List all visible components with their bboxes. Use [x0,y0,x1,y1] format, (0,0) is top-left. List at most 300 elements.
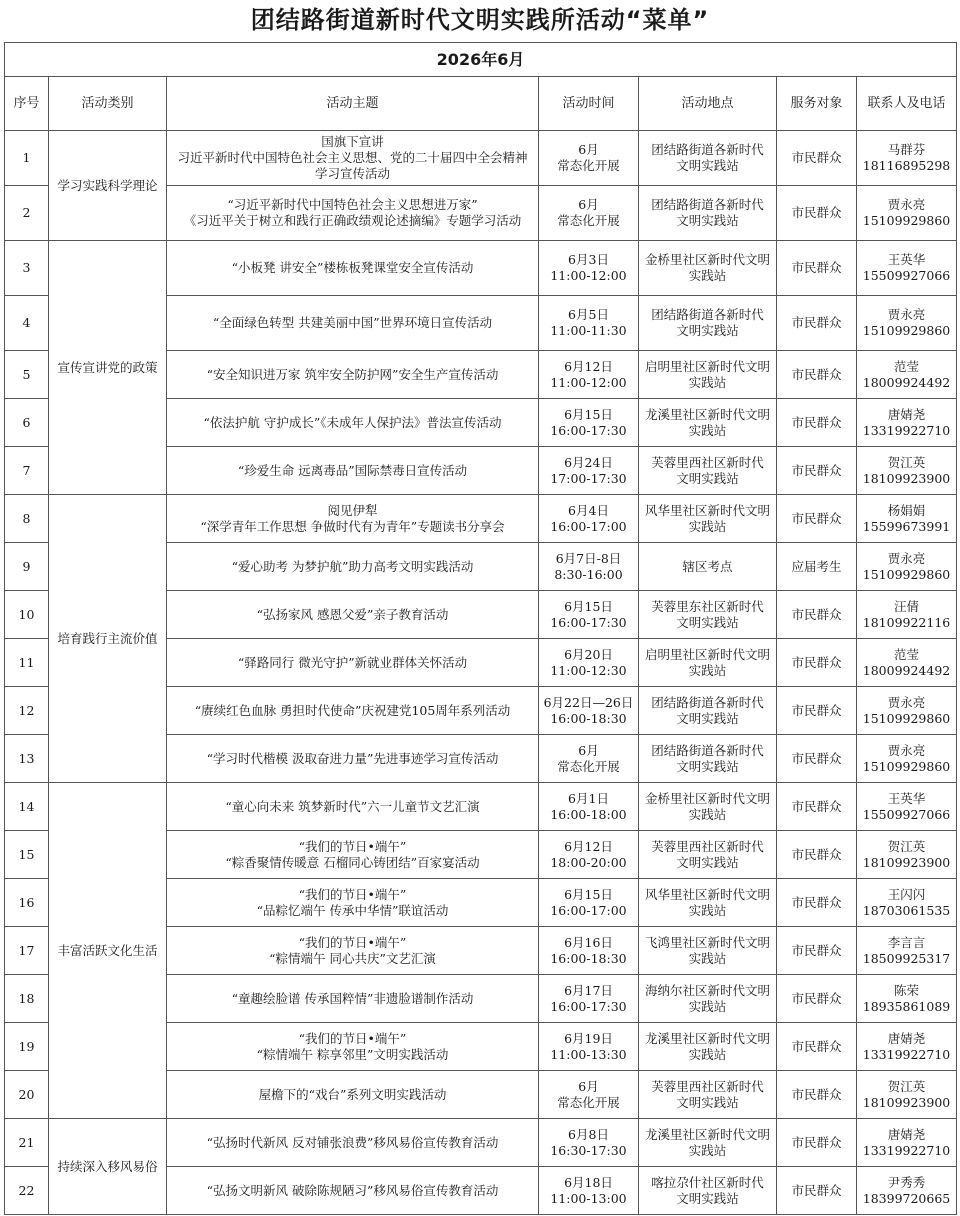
target-cell: 市民群众 [777,447,857,495]
place-cell [639,687,777,735]
target-cell: 市民群众 [777,241,857,296]
time-cell [539,879,639,927]
row-number: 13 [5,735,49,783]
header-time: 活动时间 [539,77,639,131]
table-row [5,1119,957,1167]
cell-line: 贾永亮 [887,550,926,566]
cell-line: “弘扬文明新风 破除陈规陋习”移风易俗宣传教育活动 [206,1182,499,1198]
target-cell: 市民群众 [777,1167,857,1215]
cell-line: 范莹 [894,358,920,374]
cell-line: 贺江英 [887,454,926,470]
cell-line: 16:00-17:30 [550,998,627,1014]
cell-line: 文明实践站 [676,614,739,630]
cell-line: 6月 [578,1078,599,1094]
target-cell: 市民群众 [777,831,857,879]
row-number: 20 [5,1071,49,1119]
cell-line: 6月15日 [564,406,613,422]
contact-cell [857,975,957,1023]
row-number: 15 [5,831,49,879]
cell-line: 6月7日-8日 [555,550,622,566]
contact-cell [857,927,957,975]
cell-line: 喀拉尕什社区新时代 [651,1174,764,1190]
cell-line: 文明实践站 [676,854,739,870]
cell-line: 6月3日 [568,252,609,267]
theme-cell [167,351,539,399]
time-cell [539,543,639,591]
cell-line: “品粽忆端午 传承中华情”联谊活动 [256,902,449,918]
cell-line: 16:00-18:30 [550,710,627,726]
cell-line: 15109929860 [862,323,951,338]
place-cell [639,1023,777,1071]
contact-cell [857,447,957,495]
contact-cell [857,687,957,735]
contact-cell [857,186,957,241]
cell-line: 6月17日 [564,982,613,998]
cell-line: “粽情端午 粽享邻里”文明实践活动 [256,1046,449,1062]
place-cell [639,1119,777,1167]
cell-line: 芙蓉里东社区新时代 [651,598,764,614]
cell-line: 实践站 [688,518,727,534]
cell-line: 13319922710 [862,1046,951,1062]
cell-line: “我们的节日•端午” [298,886,407,902]
header-theme: 活动主题 [167,77,539,131]
row-number: 10 [5,591,49,639]
contact-cell [857,879,957,927]
header-contact: 联系人及电话 [857,77,957,131]
contact-cell [857,241,957,296]
row-number: 22 [5,1167,49,1215]
cell-line: 实践站 [688,950,727,966]
contact-cell [857,831,957,879]
target-cell: 市民群众 [777,975,857,1023]
cell-line: 6月12日 [564,838,613,854]
place-cell [639,831,777,879]
place-cell [639,447,777,495]
row-number: 11 [5,639,49,687]
theme-cell [167,241,539,296]
cell-line: “粽情端午 同心共庆”文艺汇演 [269,950,436,966]
place-cell [639,241,777,296]
place-cell [639,296,777,351]
category-cell: 丰富活跃文化生活 [49,783,167,1119]
cell-line: 18116895298 [862,158,951,173]
cell-line: 团结路街道各新时代 [651,142,764,157]
cell-line: 陈荣 [894,982,920,998]
cell-line: 文明实践站 [676,710,739,726]
cell-line: 15109929860 [862,758,951,774]
time-cell [539,447,639,495]
cell-line: 6月4日 [568,502,609,518]
cell-line: 芙蓉里西社区新时代 [651,454,764,470]
cell-line: “我们的节日•端午” [298,1030,407,1046]
time-cell [539,927,639,975]
table-row [5,495,957,543]
target-cell: 应届考生 [777,543,857,591]
cell-line: 文明实践站 [676,470,739,486]
cell-line: 国旗下宣讲 [321,134,384,149]
cell-line: 文明实践站 [676,758,739,774]
cell-line: 15109929860 [862,213,951,228]
row-number: 8 [5,495,49,543]
row-number: 1 [5,131,49,186]
cell-line: 18509925317 [862,950,951,966]
cell-line: 实践站 [688,902,727,918]
target-cell: 市民群众 [777,783,857,831]
cell-line: 马群芬 [887,142,926,157]
target-cell: 市民群众 [777,1023,857,1071]
theme-cell [167,1023,539,1071]
cell-line: 芙蓉里西社区新时代 [651,838,764,854]
row-number: 6 [5,399,49,447]
cell-line: 龙溪里社区新时代文明 [644,406,770,422]
cell-line: 18703061535 [862,902,951,918]
cell-line: 16:00-18:00 [550,806,627,822]
target-cell: 市民群众 [777,591,857,639]
time-cell [539,1119,639,1167]
cell-line: 启明里社区新时代文明 [644,358,770,374]
place-cell [639,399,777,447]
row-number: 3 [5,241,49,296]
cell-line: “童趣绘脸谱 传承国粹情”非遗脸谱制作活动 [231,990,474,1006]
theme-cell [167,1119,539,1167]
cell-line: 6月12日 [564,358,613,374]
cell-line: 18109923900 [862,470,951,486]
cell-line: 18109922116 [862,614,951,630]
cell-line: 16:30-17:30 [550,1142,627,1158]
place-cell [639,735,777,783]
contact-cell [857,1023,957,1071]
time-cell [539,1071,639,1119]
place-cell [639,591,777,639]
cell-line: “弘扬时代新风 反对铺张浪费”移风易俗宣传教育活动 [206,1134,499,1150]
cell-line: 6月20日 [564,646,613,662]
cell-line: 王英华 [887,252,926,267]
cell-line: 16:00-17:00 [550,518,627,534]
cell-line: 贾永亮 [887,197,926,212]
cell-line: 王闪闪 [887,886,926,902]
cell-line: “依法护航 守护成长”《未成年人保护法》普法宣传活动 [203,414,502,430]
category-cell: 培育践行主流价值 [49,495,167,783]
cell-line: 常态化开展 [557,158,620,173]
theme-cell [167,735,539,783]
cell-line: 贺江英 [887,1078,926,1094]
cell-line: 11:00-13:30 [550,1046,627,1062]
time-cell [539,687,639,735]
cell-line: 18109923900 [862,1094,951,1110]
place-cell [639,495,777,543]
header-place: 活动地点 [639,77,777,131]
contact-cell [857,399,957,447]
cell-line: “深学青年工作思想 争做时代有为青年”专题读书分享会 [200,518,505,534]
theme-cell [167,186,539,241]
cell-line: 屋檐下的“戏台”系列文明实践活动 [258,1086,447,1102]
cell-line: 贾永亮 [887,307,926,322]
place-cell [639,927,777,975]
cell-line: 学习宣传活动 [314,166,390,181]
cell-line: 海纳尔社区新时代文明 [644,982,770,998]
target-cell: 市民群众 [777,186,857,241]
contact-cell [857,783,957,831]
cell-line: “我们的节日•端午” [298,838,407,854]
cell-line: 常态化开展 [557,1094,620,1110]
time-cell [539,399,639,447]
cell-line: 18109923900 [862,854,951,870]
cell-line: 15109929860 [862,566,951,582]
row-number: 16 [5,879,49,927]
cell-line: 16:00-17:30 [550,614,627,630]
cell-line: 18935861089 [862,998,951,1014]
cell-line: 唐婧尧 [887,1030,926,1046]
target-cell: 市民群众 [777,131,857,186]
cell-line: 11:00-13:00 [550,1190,627,1206]
cell-line: 18:00-20:00 [550,854,627,870]
cell-line: “弘扬家风 感恩父爱”亲子教育活动 [256,606,449,622]
cell-line: 实践站 [688,1046,727,1062]
cell-line: 6月24日 [564,454,613,470]
cell-line: 15509927066 [862,268,951,283]
contact-cell [857,591,957,639]
header-no: 序号 [5,77,49,131]
cell-line: “安全知识进万家 筑牢安全防护网”安全生产宣传活动 [206,366,499,382]
cell-line: 11:00-12:30 [550,662,627,678]
time-cell [539,735,639,783]
cell-line: “学习时代楷模 汲取奋进力量”先进事迹学习宣传活动 [206,750,499,766]
table-row [5,783,957,831]
cell-line: 实践站 [688,268,727,283]
table-row [5,241,957,296]
target-cell: 市民群众 [777,687,857,735]
time-cell [539,783,639,831]
theme-cell [167,687,539,735]
category-cell: 学习实践科学理论 [49,131,167,241]
place-cell [639,1071,777,1119]
cell-line: 贾永亮 [887,742,926,758]
cell-line: 飞鸿里社区新时代文明 [644,934,770,950]
target-cell: 市民群众 [777,639,857,687]
cell-line: 16:00-17:00 [550,902,627,918]
month-label: 2026年6月 [5,43,957,77]
cell-line: “爱心助考 为梦护航”助力高考文明实践活动 [231,558,474,574]
time-cell [539,241,639,296]
target-cell: 市民群众 [777,399,857,447]
time-cell [539,351,639,399]
contact-cell [857,735,957,783]
cell-line: 贺江英 [887,838,926,854]
cell-line: 芙蓉里西社区新时代 [651,1078,764,1094]
cell-line: “赓续红色血脉 勇担时代使命”庆祝建党105周年系列活动 [194,702,511,718]
cell-line: 《习近平关于树立和践行正确政绩观论述摘编》专题学习活动 [183,213,522,228]
cell-line: 团结路街道各新时代 [651,694,764,710]
cell-line: 常态化开展 [557,758,620,774]
cell-line: 17:00-17:30 [550,470,627,486]
place-cell [639,783,777,831]
time-cell [539,975,639,1023]
cell-line: 金桥里社区新时代文明 [644,790,770,806]
theme-cell [167,447,539,495]
cell-line: 阅见伊犁 [327,502,378,518]
cell-line: 16:00-18:30 [550,950,627,966]
cell-line: 金桥里社区新时代文明 [644,252,770,267]
cell-line: 11:00-12:00 [550,374,627,390]
cell-line: 王英华 [887,790,926,806]
time-cell [539,1023,639,1071]
theme-cell [167,591,539,639]
time-cell [539,186,639,241]
contact-cell [857,639,957,687]
cell-line: 常态化开展 [557,213,620,228]
cell-line: 6月 [578,142,599,157]
cell-line: 6月15日 [564,598,613,614]
cell-line: 文明实践站 [676,1190,739,1206]
theme-cell [167,296,539,351]
theme-cell [167,927,539,975]
contact-cell [857,131,957,186]
place-cell [639,975,777,1023]
header-category: 活动类别 [49,77,167,131]
cell-line: 尹秀秀 [887,1174,926,1190]
time-cell [539,831,639,879]
theme-cell [167,879,539,927]
cell-line: 18399720665 [862,1190,951,1206]
row-number: 7 [5,447,49,495]
category-cell: 宣传宣讲党的政策 [49,241,167,495]
cell-line: “珍爱生命 远离毒品”国际禁毒日宣传活动 [237,462,468,478]
cell-line: 6月19日 [564,1030,613,1046]
row-number: 19 [5,1023,49,1071]
cell-line: 实践站 [688,374,727,390]
cell-line: 龙溪里社区新时代文明 [644,1126,770,1142]
cell-line: 实践站 [688,662,727,678]
theme-cell [167,831,539,879]
cell-line: “驿路同行 微光守护”新就业群体关怀活动 [237,654,468,670]
theme-cell [167,1071,539,1119]
place-cell [639,639,777,687]
cell-line: 实践站 [688,806,727,822]
cell-line: 团结路街道各新时代 [651,307,764,322]
contact-cell [857,1167,957,1215]
cell-line: “全面绿色转型 共建美丽中国”世界环境日宣传活动 [212,315,493,330]
time-cell [539,296,639,351]
cell-line: 汪倩 [894,598,920,614]
cell-line: 16:00-17:30 [550,422,627,438]
cell-line: 6月22日—26日 [543,694,634,710]
theme-cell [167,975,539,1023]
cell-line: 11:00-12:00 [550,268,627,283]
cell-line: 13319922710 [862,422,951,438]
cell-line: 18009924492 [862,662,951,678]
cell-line: 6月5日 [568,307,609,322]
row-number: 4 [5,296,49,351]
cell-line: “小板凳 讲安全”楼栋板凳课堂安全宣传活动 [231,260,474,275]
theme-cell [167,495,539,543]
header-target: 服务对象 [777,77,857,131]
contact-cell [857,1119,957,1167]
cell-line: 李言言 [887,934,926,950]
time-cell [539,495,639,543]
cell-line: 6月16日 [564,934,613,950]
contact-cell [857,543,957,591]
row-number: 12 [5,687,49,735]
target-cell: 市民群众 [777,495,857,543]
row-number: 9 [5,543,49,591]
theme-cell [167,131,539,186]
theme-cell [167,543,539,591]
time-cell [539,1167,639,1215]
cell-line: 6月18日 [564,1174,613,1190]
cell-line: 杨娟娟 [887,502,926,518]
cell-line: 11:00-11:30 [550,323,627,338]
row-number: 5 [5,351,49,399]
activity-table [4,42,957,1215]
cell-line: 文明实践站 [676,213,739,228]
month-row [5,43,957,77]
cell-line: 6月1日 [568,790,609,806]
cell-line: 贾永亮 [887,694,926,710]
theme-cell [167,1167,539,1215]
table-row [5,131,957,186]
cell-line: 实践站 [688,422,727,438]
place-cell [639,131,777,186]
theme-cell [167,639,539,687]
cell-line: 文明实践站 [676,1094,739,1110]
cell-line: 15509927066 [862,806,951,822]
place-cell [639,1167,777,1215]
row-number: 21 [5,1119,49,1167]
cell-line: 辖区考点 [682,558,733,574]
cell-line: 15109929860 [862,710,951,726]
cell-line: 实践站 [688,998,727,1014]
place-cell [639,351,777,399]
contact-cell [857,495,957,543]
cell-line: 团结路街道各新时代 [651,742,764,758]
theme-cell [167,783,539,831]
time-cell [539,639,639,687]
row-number: 2 [5,186,49,241]
cell-line: 唐婧尧 [887,1126,926,1142]
cell-line: “粽香聚情传暖意 石榴同心铸团结”百家宴活动 [225,854,480,870]
place-cell [639,879,777,927]
target-cell: 市民群众 [777,351,857,399]
cell-line: 8:30-16:00 [554,566,623,582]
target-cell: 市民群众 [777,927,857,975]
cell-line: 范莹 [894,646,920,662]
contact-cell [857,296,957,351]
cell-line: 团结路街道各新时代 [651,197,764,212]
contact-cell [857,351,957,399]
header-row [5,77,957,131]
cell-line: 习近平新时代中国特色社会主义思想、党的二十届四中全会精神 [177,150,528,165]
cell-line: 6月 [578,742,599,758]
row-number: 18 [5,975,49,1023]
cell-line: “童心向未来 筑梦新时代”六一儿童节文艺汇演 [225,798,480,814]
cell-line: 6月15日 [564,886,613,902]
target-cell: 市民群众 [777,879,857,927]
category-cell: 持续深入移风易俗 [49,1119,167,1215]
cell-line: 15599673991 [862,518,951,534]
cell-line: 13319922710 [862,1142,951,1158]
cell-line: 文明实践站 [676,158,739,173]
place-cell [639,186,777,241]
cell-line: 18009924492 [862,374,951,390]
row-number: 14 [5,783,49,831]
row-number: 17 [5,927,49,975]
time-cell [539,131,639,186]
target-cell: 市民群众 [777,735,857,783]
theme-cell [167,399,539,447]
cell-line: 实践站 [688,1142,727,1158]
cell-line: 风华里社区新时代文明 [644,886,770,902]
cell-line: “习近平新时代中国特色社会主义思想进万家” [227,197,478,212]
